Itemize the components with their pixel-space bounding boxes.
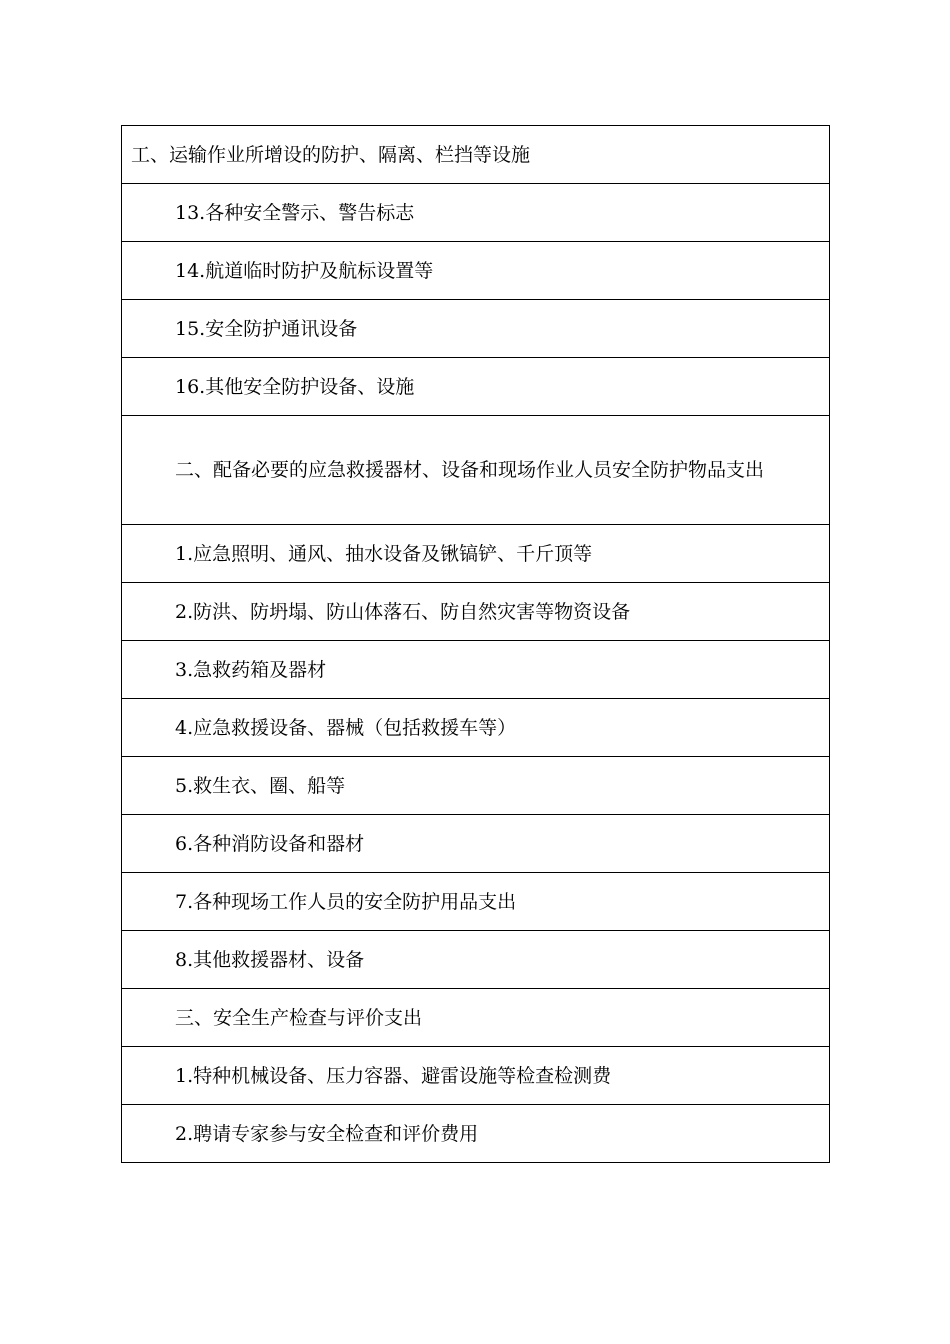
- table-row: [122, 757, 830, 815]
- table-cell: 16.其他安全防护设备、设施: [122, 358, 830, 416]
- table-row: [122, 1105, 830, 1163]
- expense-items-table: [121, 125, 830, 1163]
- table-row: [122, 931, 830, 989]
- table-cell: 4.应急救援设备、器械（包括救援车等）: [122, 699, 830, 757]
- table-cell: 5.救生衣、圈、船等: [122, 757, 830, 815]
- table-cell: 2.防洪、防坍塌、防山体落石、防自然灾害等物资设备: [122, 583, 830, 641]
- table-cell: 3.急救药箱及器材: [122, 641, 830, 699]
- table-cell: 7.各种现场工作人员的安全防护用品支出: [122, 873, 830, 931]
- table-row: [122, 525, 830, 583]
- table-cell: 1.特种机械设备、压力容器、避雷设施等检查检测费: [122, 1047, 830, 1105]
- table-row: [122, 300, 830, 358]
- table-row: [122, 416, 830, 525]
- table-row: [122, 1047, 830, 1105]
- table-row: [122, 583, 830, 641]
- table-cell: 1.应急照明、通风、抽水设备及锹镐铲、千斤顶等: [122, 525, 830, 583]
- table-cell: 8.其他救援器材、设备: [122, 931, 830, 989]
- section-heading-cell: 三、安全生产检查与评价支出: [122, 989, 830, 1047]
- table-row: [122, 184, 830, 242]
- table-row: [122, 873, 830, 931]
- table-row: [122, 641, 830, 699]
- table-row: [122, 358, 830, 416]
- table-cell: 13.各种安全警示、警告标志: [122, 184, 830, 242]
- table-row: [122, 699, 830, 757]
- table-row: [122, 989, 830, 1047]
- table-row: [122, 242, 830, 300]
- table-row: [122, 815, 830, 873]
- table-cell: 6.各种消防设备和器材: [122, 815, 830, 873]
- section-heading-cell: 二、配备必要的应急救援器材、设备和现场作业人员安全防护物品支出: [122, 416, 830, 525]
- table-cell: 15.安全防护通讯设备: [122, 300, 830, 358]
- table-cell: 14.航道临时防护及航标设置等: [122, 242, 830, 300]
- table-row: [122, 126, 830, 184]
- table-cell: 2.聘请专家参与安全检查和评价费用: [122, 1105, 830, 1163]
- table-cell: 工、运输作业所增设的防护、隔离、栏挡等设施: [122, 126, 830, 184]
